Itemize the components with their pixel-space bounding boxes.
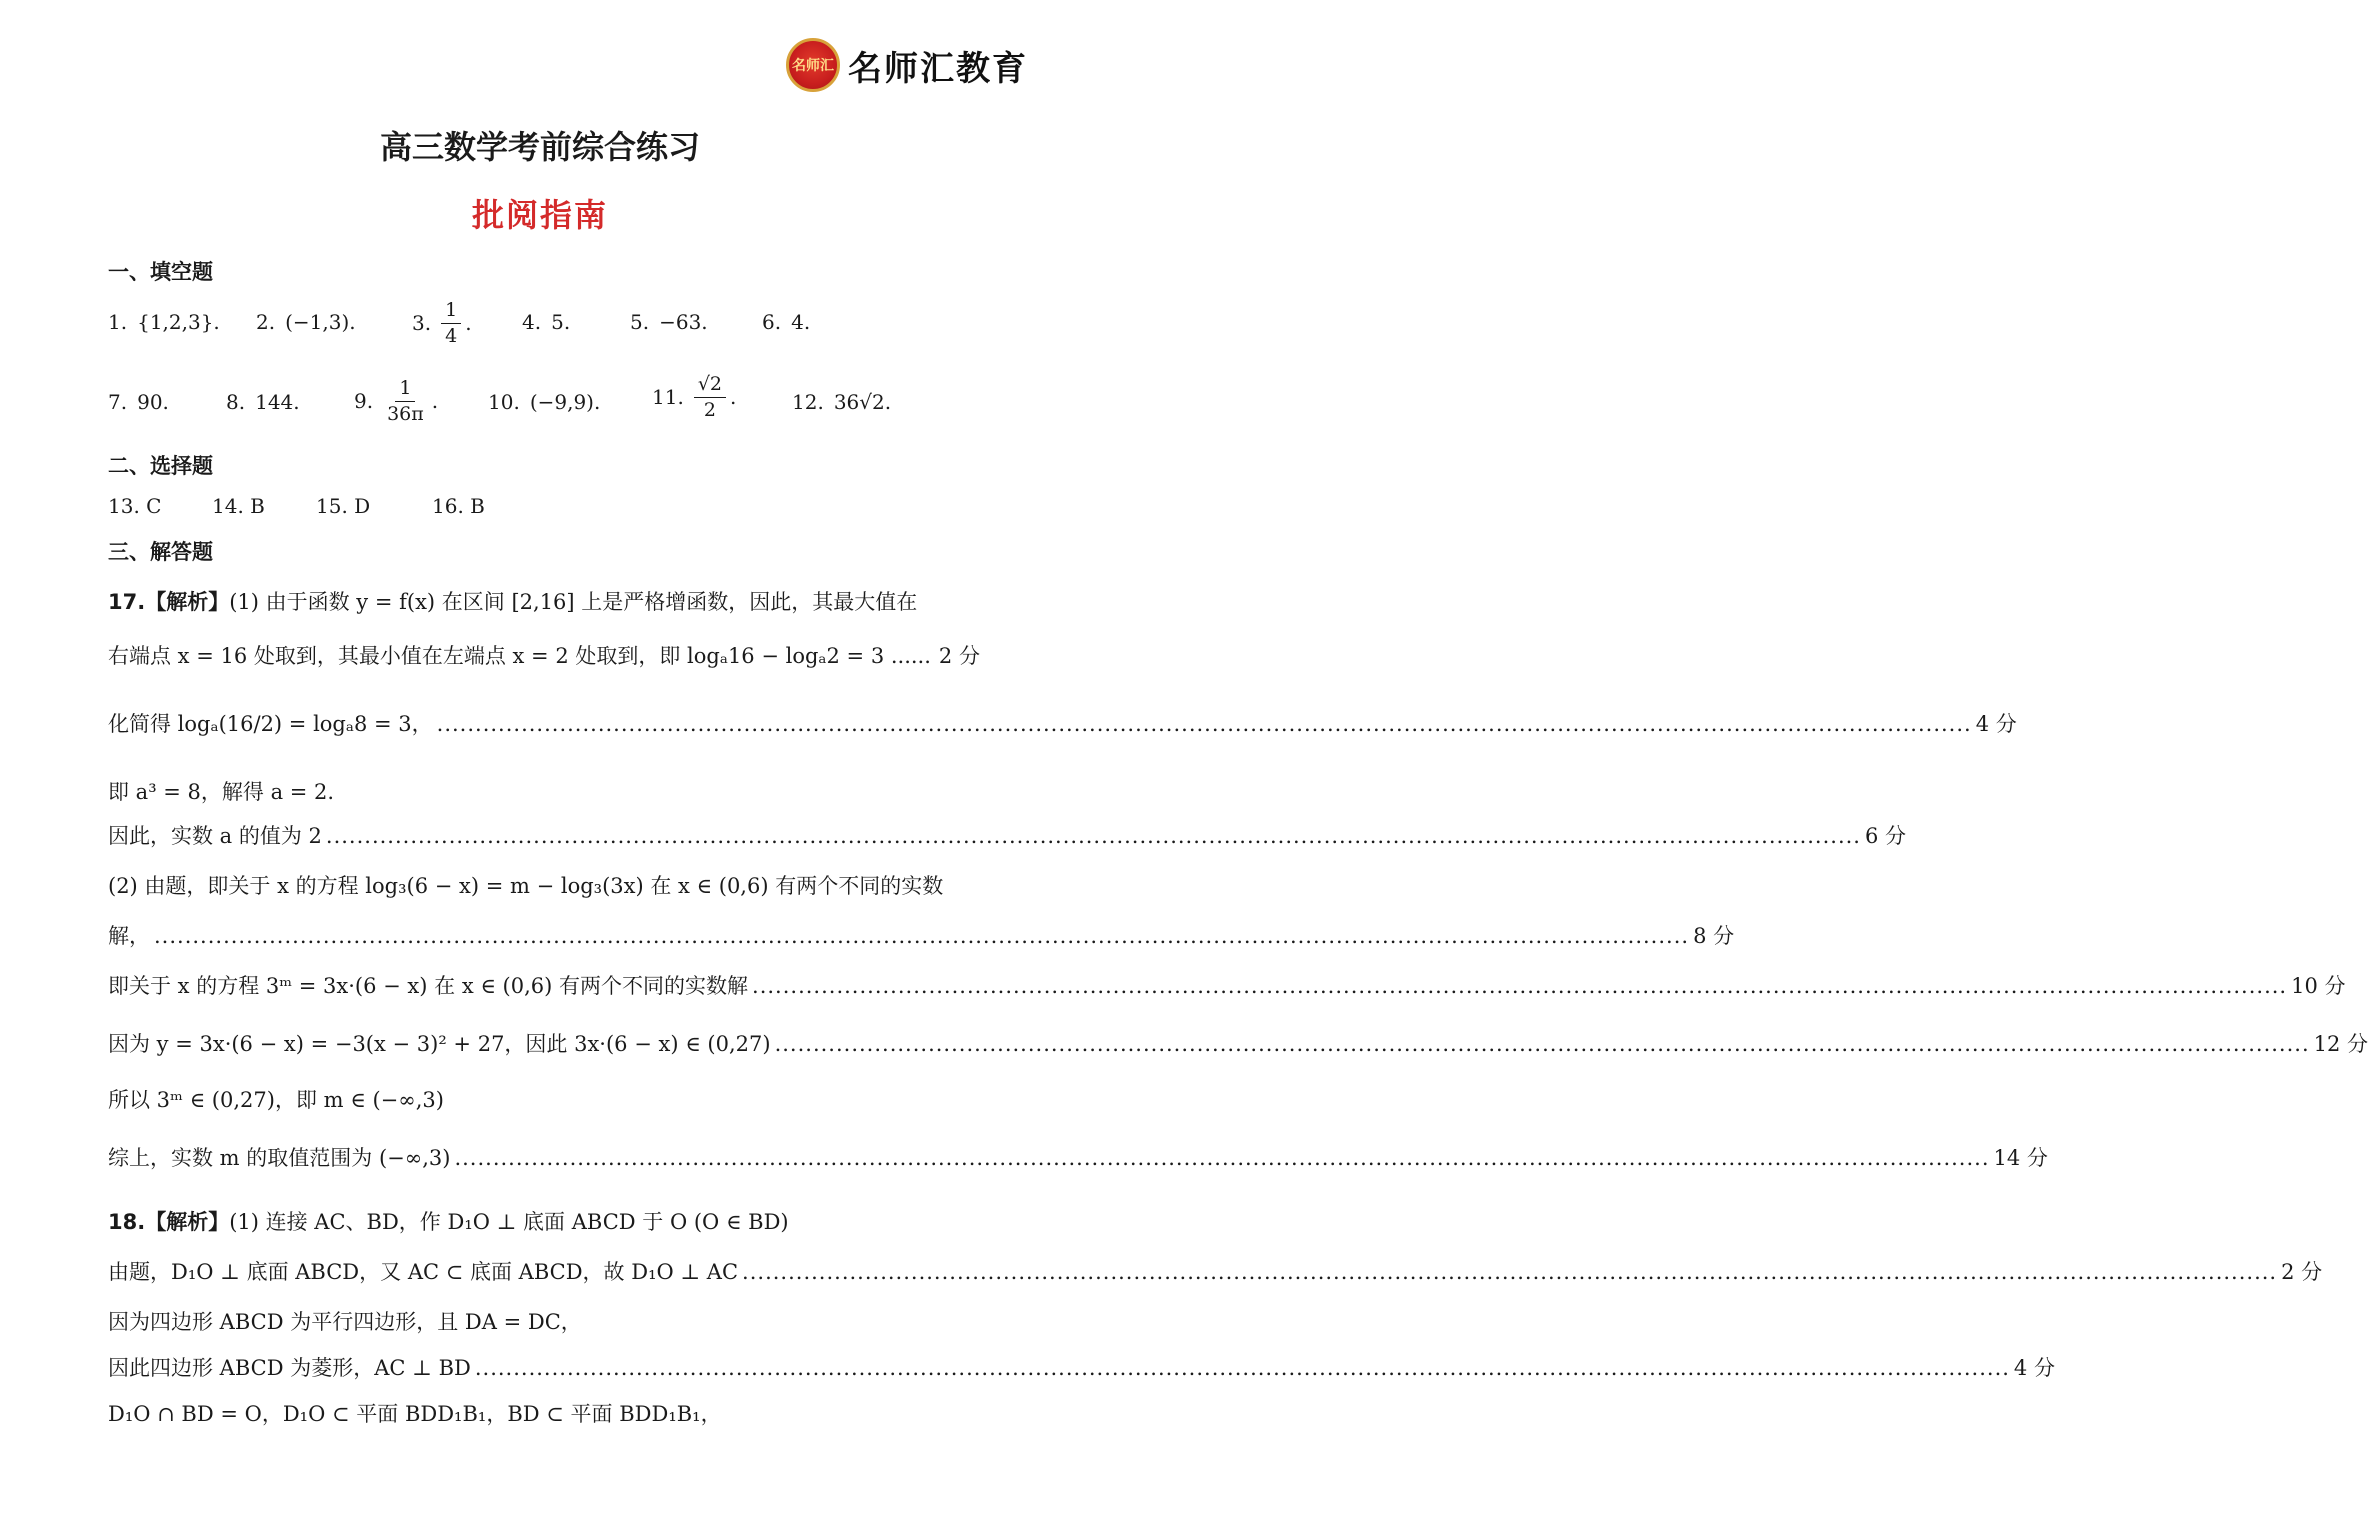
score-mark: 2 分 [2281, 1260, 2323, 1284]
page-title: 高三数学考前综合练习 [379, 128, 700, 166]
solution-line [108, 1352, 2055, 1382]
solution-text: 因为 y = 3x·(6 − x) = −3(x − 3)² + 27，因此 3x·(6 − x) ∈ (0,27) [108, 1032, 771, 1056]
solution-line [108, 708, 2017, 738]
answer-6: 6. 4. [762, 310, 811, 334]
section-choice-heading: 二、选择题 [108, 454, 213, 478]
solution-line [108, 640, 980, 670]
brand-name: 名师汇教育 [848, 48, 1028, 89]
answer-11: 11. $\frac{√2}{2}$ . [652, 373, 737, 421]
answer-4: 4. 5. [522, 310, 571, 334]
score-mark: 14 分 [1993, 1146, 2048, 1170]
solution-line [108, 586, 972, 616]
dot-leader: ........................................................................................................................................................................................................ [752, 974, 2288, 998]
solution-heading: 18.【解析】 [108, 1210, 230, 1234]
solution-text: 化简得 logₐ(16/2) = logₐ8 = 3， [108, 712, 433, 736]
solution-line [108, 776, 972, 806]
solution-text: 解， [108, 924, 150, 948]
solution-text: 由题，D₁O ⊥ 底面 ABCD，又 AC ⊂ 底面 ABCD，故 D₁O ⊥ AC [108, 1260, 739, 1284]
dot-leader: ........................................................................................................................................................................................................ [474, 1356, 2010, 1380]
solution-text: (2) 由题，即关于 x 的方程 log₃(6 − x) = m − log₃(3x) 在 x ∈ (0,6) 有两个不同的实数 [108, 874, 944, 898]
answer-7: 7. 90. [108, 390, 169, 414]
solution-line [108, 920, 1735, 950]
solution-line [108, 1306, 972, 1336]
dot-leader: ........................................................................................................................................................................................................ [774, 1032, 2310, 1056]
choice-answer-15: 15. D [316, 494, 371, 518]
answer-9: 9. $\frac{1}{36\pi}$ . [354, 377, 439, 425]
score-mark: 12 分 [2313, 1032, 2368, 1056]
choice-answer-14: 14. B [212, 494, 265, 518]
solution-line [108, 820, 1907, 850]
solution-heading: 17.【解析】 [108, 590, 230, 614]
dot-leader: ........................................................................................................................................................................................................ [325, 824, 1861, 848]
answer-2: 2. (−1,3). [256, 310, 356, 334]
dot-leader: ........................................................................................................................................................................................................ [436, 712, 1972, 736]
solution-text: 所以 3ᵐ ∈ (0,27)，即 m ∈ (−∞,3) [108, 1088, 444, 1112]
solution-text: 因此四边形 ABCD 为菱形，AC ⊥ BD [108, 1356, 471, 1380]
brand-logo [786, 38, 1028, 92]
choice-answer-13: 13. C [108, 494, 162, 518]
solution-text: 因为四边形 ABCD 为平行四边形，且 DA = DC， [108, 1310, 582, 1334]
dot-leader: ........................................................................................................................................................................................................ [742, 1260, 2278, 1284]
score-mark: 8 分 [1693, 924, 1735, 948]
solution-text: 综上，实数 m 的取值范围为 (−∞,3) [108, 1146, 451, 1170]
solution-line [108, 1398, 972, 1428]
dot-leader: ........................................................................................................................................................................................................ [154, 924, 1690, 948]
answer-1: 1. {1,2,3}. [108, 310, 220, 334]
answer-5: 5. −63. [630, 310, 708, 334]
answer-8: 8. 144. [226, 390, 300, 414]
score-mark: 4 分 [2013, 1356, 2055, 1380]
score-mark: 4 分 [1975, 712, 2017, 736]
solution-text: D₁O ∩ BD = O，D₁O ⊂ 平面 BDD₁B₁，BD ⊂ 平面 BDD₁B₁， [108, 1402, 722, 1426]
section-solve-heading: 三、解答题 [108, 540, 213, 564]
answer-10: 10. (−9,9). [488, 390, 601, 414]
score-mark: 6 分 [1864, 824, 1907, 848]
answer-12: 12. 36√2. [792, 390, 892, 414]
score-mark: 2 分 [938, 644, 980, 668]
solution-line [108, 1084, 972, 1114]
solution-line [108, 1206, 972, 1236]
solution-text: 右端点 x = 16 处取到，其最小值在左端点 x = 2 处取到，即 logₐ16 − logₐ2 = 3 ...... [108, 644, 931, 668]
page-subtitle: 批阅指南 [471, 196, 608, 234]
solution-line [108, 870, 972, 900]
choice-answer-16: 16. B [432, 494, 485, 518]
solution-line [108, 1142, 2048, 1172]
score-mark: 10 分 [2291, 974, 2346, 998]
solution-line [108, 1028, 2368, 1058]
section-fill-heading: 一、填空题 [108, 260, 213, 284]
solution-line [108, 970, 2346, 1000]
solution-text: (1) 由于函数 y = f(x) 在区间 [2,16] 上是严格增函数，因此，其最大值在 [229, 590, 918, 614]
solution-text: 即关于 x 的方程 3ᵐ = 3x·(6 − x) 在 x ∈ (0,6) 有两个不同的实数解 [108, 974, 749, 998]
solution-text: 即 a³ = 8，解得 a = 2. [108, 780, 335, 804]
solution-line [108, 1256, 2323, 1286]
dot-leader: ........................................................................................................................................................................................................ [454, 1146, 1990, 1170]
solution-text: 因此，实数 a 的值为 2 [108, 824, 322, 848]
solution-text: (1) 连接 AC、BD，作 D₁O ⊥ 底面 ABCD 于 O (O ∈ BD) [229, 1210, 789, 1234]
answer-3: 3. $\frac{1}{4}$ . [412, 299, 472, 347]
seal-logo-icon: 名师汇 [786, 38, 840, 92]
